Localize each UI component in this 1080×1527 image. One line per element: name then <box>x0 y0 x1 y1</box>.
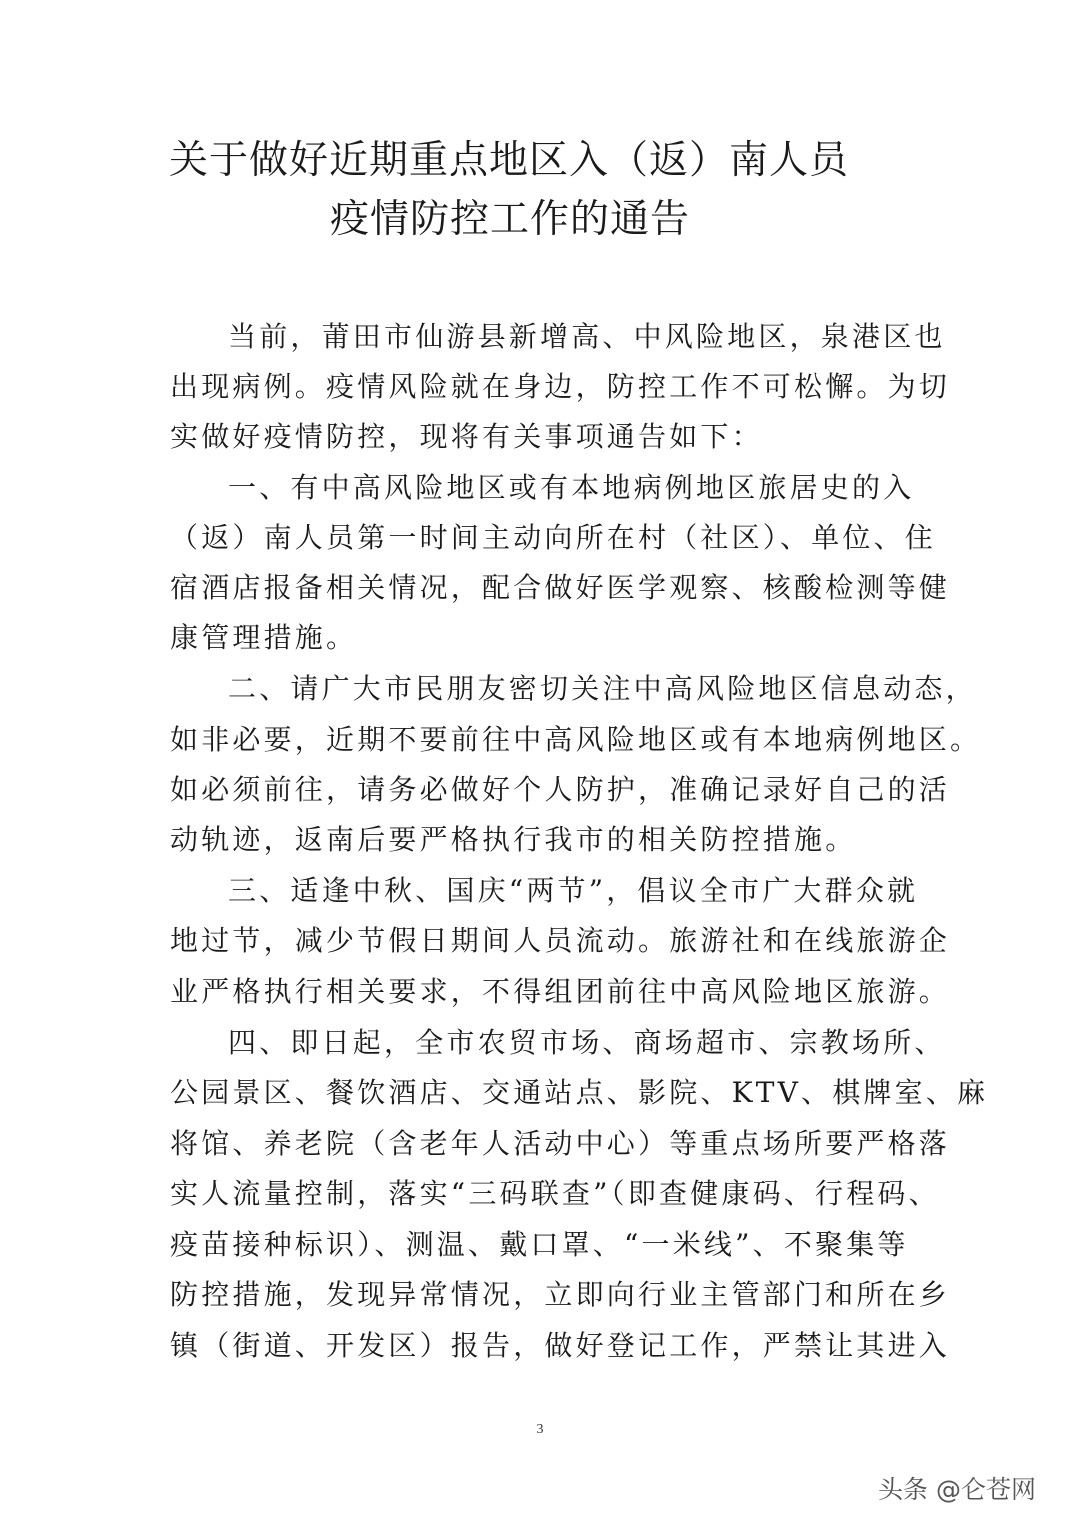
source-watermark: 头条 @仑苍网 <box>878 1475 1036 1504</box>
document-title-line-1: 关于做好近期重点地区入（返）南人员 <box>169 138 850 183</box>
body-line: 动轨迹，返南后要严格执行我市的相关防控措施。 <box>170 823 857 856</box>
body-line: 康管理措施。 <box>170 621 358 654</box>
body-line: 四、即日起，全市农贸市场、商场超市、宗教场所、 <box>228 1026 946 1059</box>
body-line: 镇（街道、开发区）报告，做好登记工作，严禁让其进入 <box>170 1329 951 1362</box>
body-line: 如非必要，近期不要前往中高风险地区或有本地病例地区。 <box>170 723 982 756</box>
body-line: 将馆、养老院（含老年人活动中心）等重点场所要严格落 <box>170 1127 951 1160</box>
body-line: 二、请广大市民朋友密切关注中高风险地区信息动态， <box>228 672 977 705</box>
body-line: 当前，莆田市仙游县新增高、中风险地区，泉港区也 <box>228 320 946 353</box>
body-line: 出现病例。疫情风险就在身边，防控工作不可松懈。为切 <box>170 370 951 403</box>
page-number: 3 <box>536 1422 544 1437</box>
body-line: 业严格执行相关要求，不得组团前往中高风险地区旅游。 <box>170 975 951 1008</box>
body-line: （返）南人员第一时间主动向所在村（社区）、单位、住 <box>170 521 937 554</box>
body-line: 一、有中高风险地区或有本地病例地区旅居史的入 <box>228 471 915 504</box>
body-line: 地过节，减少节假日期间人员流动。旅游社和在线旅游企 <box>170 924 951 957</box>
document-title-line-2: 疫情防控工作的通告 <box>330 197 691 242</box>
body-line: 宿酒店报备相关情况，配合做好医学观察、核酸检测等健 <box>170 571 951 604</box>
body-line: 公园景区、餐饮酒店、交通站点、影院、KTV、棋牌室、麻 <box>170 1076 989 1109</box>
body-line: 如必须前往，请务必做好个人防护，准确记录好自己的活 <box>170 773 951 806</box>
body-line: 防控措施，发现异常情况，立即向行业主管部门和所在乡 <box>170 1278 951 1311</box>
body-line: 实做好疫情防控，现将有关事项通告如下： <box>170 420 763 453</box>
body-line: 疫苗接种标识）、测温、戴口罩、“一米线”、不聚集等 <box>170 1228 909 1261</box>
body-line: 实人流量控制，落实“三码联查”（即查健康码、行程码、 <box>170 1177 940 1210</box>
body-line: 三、适逢中秋、国庆“两节”，倡议全市广大群众就 <box>228 874 919 907</box>
